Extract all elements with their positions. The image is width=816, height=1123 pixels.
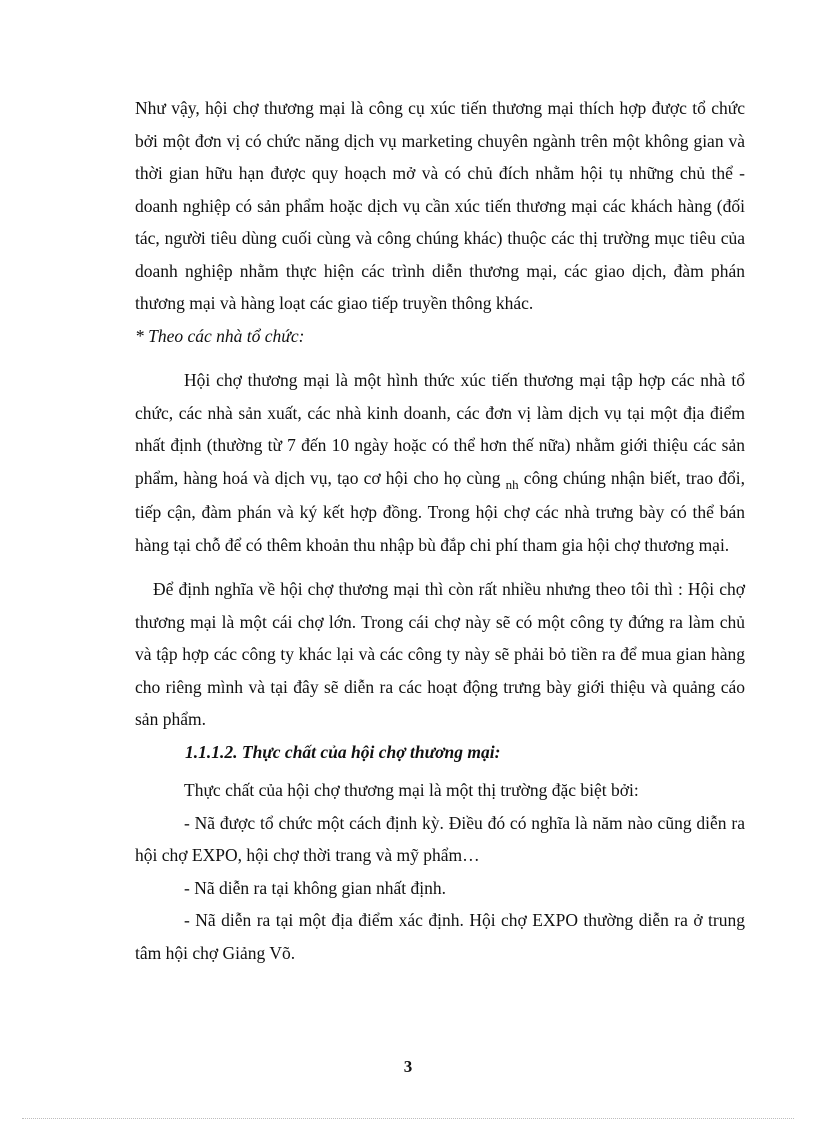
paragraph-essence-intro: Thực chất của hội chợ thương mại là một thị trường đặc biệt bởi: — [184, 780, 639, 800]
bullet-location: - Nã diễn ra tại một địa điểm xác định. Hội chợ EXPO thường diễn ra ở trung tâm hội chợ Giảng Võ. — [135, 910, 745, 963]
page-number: 3 — [403, 1057, 413, 1076]
page-bottom-divider — [22, 1118, 794, 1119]
page-content — [135, 92, 745, 969]
paragraph-author-definition: Để định nghĩa về hội chợ thương mại thì còn rất nhiều nhưng theo tôi thì : Hội chợ thương mại là một cái chợ lớn. Trong cái chợ này sẽ có một công ty đứng ra làm chủ và tập hợp các công ty khác lại và các công ty này sẽ phải bỏ tiền ra để mua gian hàng cho riêng mình và tại đây sẽ diễn ra các hoạt động trưng bày giới thiệu và quảng cáo sản phẩm. — [135, 579, 745, 729]
paragraph-organizer-text-2: công chúng nhận biết, trao đổi, tiếp cận, đàm phán và ký kết hợp đồng. Trong hội chợ các nhà trưng bày có thể bán hàng tại chỗ để có thêm khoản thu nhập bù đắp chi phí tham gia hội chợ thương mại. — [135, 467, 745, 555]
paragraph-organizer-definition — [135, 364, 745, 561]
paragraph-trade-fair-definition: Như vậy, hội chợ thương mại là công cụ xúc tiến thương mại thích hợp được tổ chức bởi một đơn vị có chức năng dịch vụ marketing chuyên ngành trên một không gian và thời gian hữu hạn được quy hoạch mở và có chủ đích nhằm hội tụ những chủ thể - doanh nghiệp có sản phẩm hoặc dịch vụ cần xúc tiến thương mại các khách hàng (đối tác, người tiêu dùng cuối cùng và công chúng khác) thuộc các thị trường mục tiêu của doanh nghiệp nhằm thực hiện các trình diễn thương mại, các giao dịch, đàm phán thương mại và hàng loạt các giao tiếp truyền thông khác. — [135, 98, 745, 313]
bullet-periodic: - Nã được tổ chức một cách định kỳ. Điều đó có nghĩa là năm nào cũng diễn ra hội chợ EXPO, hội chợ thời trang và mỹ phẩm… — [135, 812, 745, 865]
bullet-space: - Nã diễn ra tại không gian nhất định. — [184, 877, 446, 898]
section-heading: 1.1.1.2. Thực chất của hội chợ thương mại: — [185, 741, 501, 762]
paragraph-organizer-text-1: Hội chợ thương mại là một hình thức xúc tiến thương mại tập hợp các nhà tổ chức, các nhà sản xuất, các nhà kinh doanh, các đơn vị làm dịch vụ tại một địa điểm nhất định (thường từ 7 đến 10 ngày hoặc có thể hơn thế nữa) nhằm giới thiệu các sản phẩm, hàng hoá và dịch vụ, tạo cơ hội cho họ cùng — [135, 370, 745, 488]
organizer-perspective-label: * Theo các nhà tổ chức: — [135, 325, 305, 346]
stray-subscript-text: nh — [505, 476, 519, 492]
